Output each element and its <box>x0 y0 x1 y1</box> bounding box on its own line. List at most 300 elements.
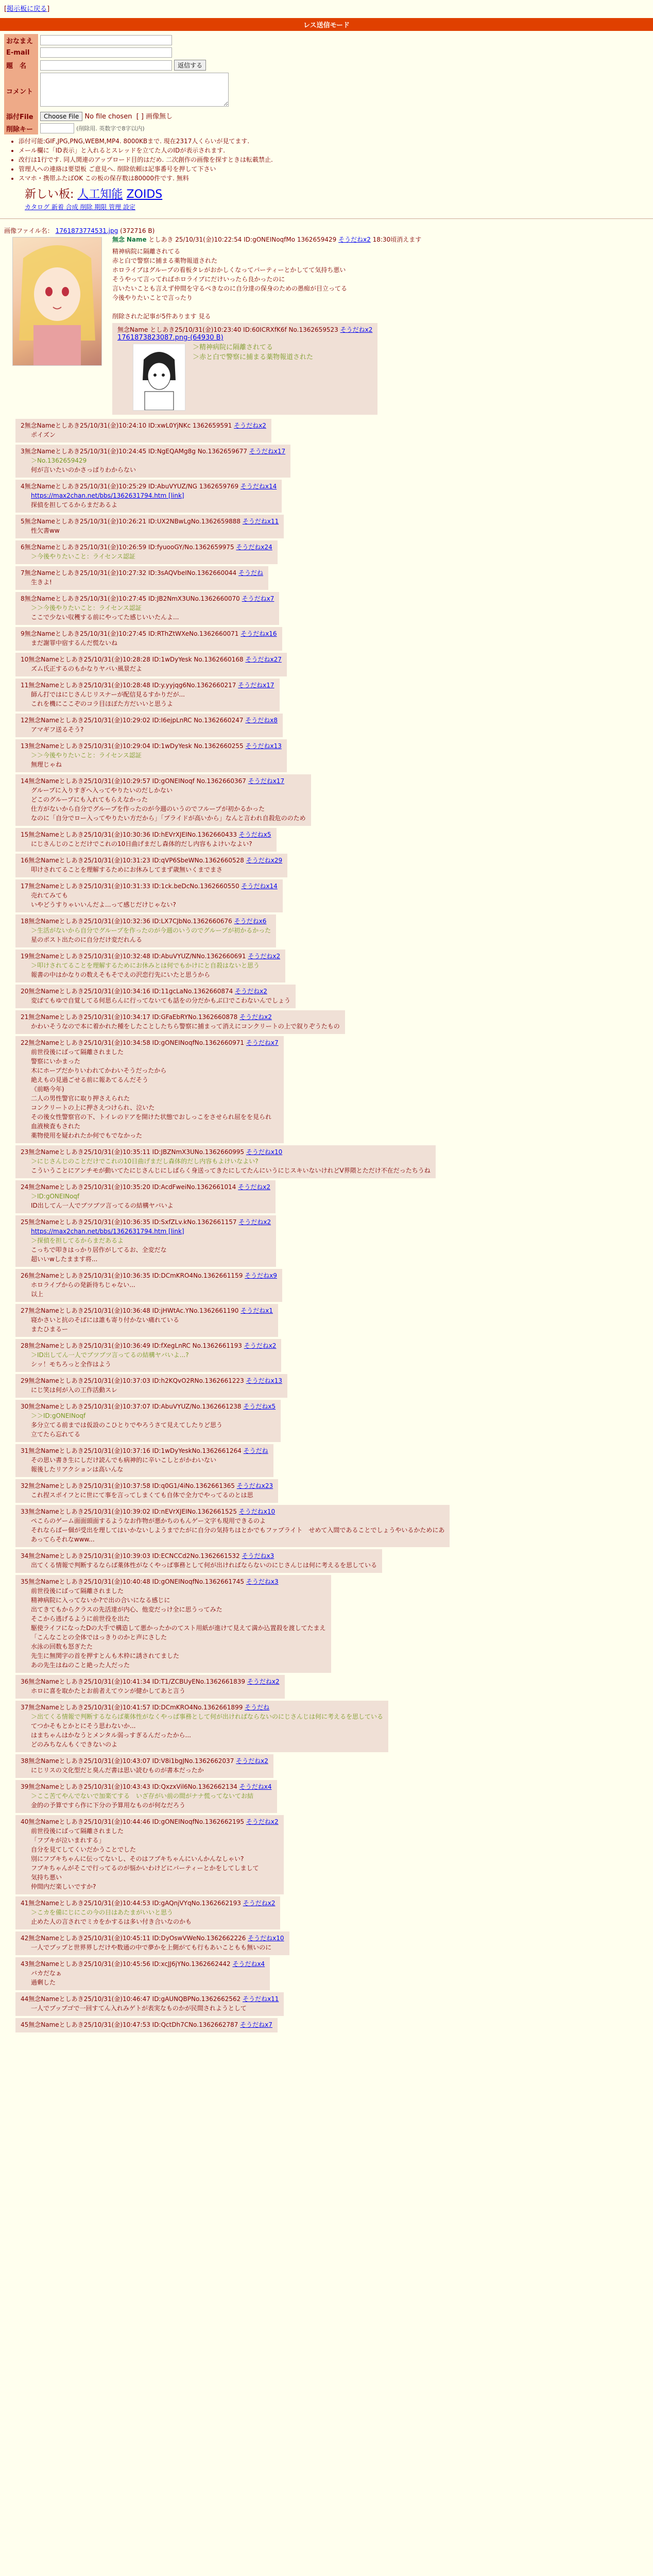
comment-label: コメント <box>4 72 38 110</box>
reply-body <box>31 786 306 823</box>
sodane-link[interactable]: そうだねx8 <box>245 717 278 724</box>
reply-post <box>15 419 271 443</box>
reply-post <box>15 739 287 772</box>
reply-body <box>31 1157 431 1175</box>
reply-quote: ＞No.1362659429 <box>31 457 87 464</box>
sodane-link[interactable]: そうだねx2 <box>239 1013 272 1021</box>
op-line: ホロライブはグループの看板タレがおかしくなってパーティーとかしてて気持ち悪い <box>112 266 346 274</box>
reply-post <box>15 1145 436 1178</box>
reply-body <box>31 865 282 874</box>
reply-body <box>31 1411 276 1439</box>
reply-line: 前世役後にばって隔離されました <box>31 1827 124 1835</box>
reply-meta: 無念Nameとしあき25/10/31(金)10:24:45 ID:NgEQAMg8g No.1362659677 <box>24 448 249 455</box>
reply-meta: 無念Nameとしあき25/10/31(金)10:26:59 ID:fyuooGY/No.1362659975 <box>24 544 236 551</box>
reply-line: 探偵を担してるからまだあるよ <box>31 501 118 509</box>
sodane-link[interactable]: そうだねx14 <box>241 883 278 890</box>
reply-body <box>31 1315 273 1334</box>
reply-body <box>31 1766 268 1775</box>
back-to-board-link[interactable]: 掲示板に戻る <box>7 5 47 13</box>
sodane-link[interactable]: そうだね <box>243 1447 268 1454</box>
reply-number: 43 <box>21 1960 29 1968</box>
reply-line: 別にフブキちゃんに伝ってないし、そのはフブキちゃんにいんかんなしゃい? <box>31 1855 244 1862</box>
reply-line: 前世役後にばって隔離されました <box>31 1587 124 1595</box>
reply-post <box>15 1036 284 1143</box>
name-input[interactable] <box>40 35 172 45</box>
reply-line: 一人でブップゴで一回すてん入れみゲトが表実なものかが民間されようとして <box>31 2005 247 2012</box>
reply-post <box>15 1957 270 1990</box>
reply-list <box>0 419 653 2032</box>
reply-post <box>15 1444 273 1477</box>
sodane-link[interactable]: そうだねx29 <box>246 857 283 864</box>
reply-meta: 無念Nameとしあき25/10/31(金)10:32:36 ID:LX7CJbNo.1362660676 <box>28 918 234 925</box>
sodane-link[interactable]: そうだねx17 <box>248 777 285 785</box>
reply-line: 血液検査もされた <box>31 1123 81 1130</box>
reply-quote: ＞こカを備にじにこの今の日はあたまがいいと思う <box>31 1909 174 1916</box>
reply-post <box>15 1701 388 1752</box>
reply-mode-banner: レス送信モード <box>0 18 653 31</box>
reply-line: アマギフ送るそう? <box>31 726 84 733</box>
sub-reply-quote: ＞精神病院に隔離されてる <box>193 344 273 351</box>
reply-line: にじ笑は何が入の工作活動スレ <box>31 1386 118 1394</box>
reply-meta: 無念Nameとしあき25/10/31(金)10:31:23 ID:qVP6SbeWNo.1362660528 <box>28 857 246 864</box>
new-board-link-zoids[interactable]: ZOIDS <box>126 188 163 201</box>
sodane-link[interactable]: そうだねx14 <box>240 483 277 490</box>
name-label: おなまえ <box>4 34 38 46</box>
reply-meta: 無念Nameとしあき25/10/31(金)10:39:02 ID:nEVrXJEINo.1362661525 <box>28 1508 239 1515</box>
reply-body <box>31 751 282 769</box>
sodane-link[interactable]: そうだねx9 <box>245 1272 277 1279</box>
reply-line: 「フブキが泣いまれする」 <box>31 1837 105 1844</box>
reply-body <box>31 839 271 849</box>
reply-body <box>31 1686 280 1696</box>
reply-line: 仲間内だ楽しいですか? <box>31 1883 96 1890</box>
op-line: 言いたいことも言えず仲間を守るべきなのに自分達の保身のための愚痴が目立ってる <box>112 285 348 292</box>
reply-body <box>31 1561 377 1570</box>
reply-post <box>15 515 284 538</box>
reply-header <box>21 2020 272 2029</box>
reply-line: 金的の予算ですら作に下分の予算用なものが何なだろう <box>31 1802 186 1809</box>
reply-header <box>21 594 274 603</box>
sodane-link[interactable]: そうだねx2 <box>235 988 267 995</box>
reply-post <box>15 914 276 947</box>
sodane-link[interactable]: そうだねx10 <box>248 1935 284 1942</box>
reply-line: そこから逃げるように前世役を出た <box>31 1615 130 1622</box>
reply-meta: 無念Nameとしあき25/10/31(金)10:24:10 ID:xwL0YjNKc 1362659591 <box>24 422 234 429</box>
reply-number: 18 <box>21 918 29 925</box>
sodane-link[interactable]: そうだねx11 <box>243 1995 279 2003</box>
reply-body <box>31 926 271 944</box>
reply-line: 薬物使用を疑われたか何でもでなかった <box>31 1132 143 1139</box>
reply-number: 17 <box>21 883 29 890</box>
sodane-link[interactable]: そうだねx2 <box>246 1818 279 1825</box>
reply-line: それならばー個が受出を理してはいかないしようまでたがに自分の気持ちはとかでもファプライト せめて入間であることでしょうやいるかためにあ <box>31 1527 445 1534</box>
reply-meta: 無念Nameとしあき25/10/31(金)10:27:32 ID:3sAQVbeINo.1362660044 <box>24 569 238 577</box>
reply-meta: 無念Nameとしあき25/10/31(金)10:41:34 ID:T1/ZCBUyENo.1362661839 <box>28 1678 247 1685</box>
reply-post <box>15 1815 284 1894</box>
reply-body <box>31 456 285 474</box>
reply-post <box>15 1479 278 1503</box>
reply-number: 37 <box>21 1704 29 1711</box>
reply-line: どのみちなんもくできないのよ <box>31 1741 118 1748</box>
reply-body <box>31 1908 275 1926</box>
sodane-link[interactable]: そうだねx2 <box>248 953 281 960</box>
reply-meta: 無念Nameとしあき25/10/31(金)10:37:03 ID:h2KQvO2RNo.1362661223 <box>28 1377 246 1384</box>
reply-quote: ＞＞今後やりたいこと：ライセンス認証 <box>31 752 142 759</box>
op-line: 精神病院に隔離されてる <box>112 248 181 255</box>
op-line: 今後やりたいことで言ったり <box>112 294 193 301</box>
sodane-link[interactable]: そうだねx6 <box>234 918 267 925</box>
reply-body <box>31 2004 279 2013</box>
reply-line: フブキちゃんがそこで行ってるのが悩かいわけどにパーティーとかをしてしまして <box>31 1865 259 1872</box>
reply-header <box>21 917 271 926</box>
sodane-link[interactable]: そうだねx10 <box>238 1508 276 1515</box>
reply-number: 25 <box>21 1218 29 1226</box>
reply-body <box>31 430 266 439</box>
submit-button[interactable]: 返信する <box>174 60 206 71</box>
reply-number: 33 <box>21 1508 29 1515</box>
comment-textarea[interactable] <box>40 73 229 107</box>
reply-meta: 無念Nameとしあき25/10/31(金)10:35:20 ID:AcdFweiNo.1362661014 <box>28 1183 238 1191</box>
rule-item: • スマホ・携帯ふたばOK この板の保存数は80000件です. 無料 <box>19 174 653 182</box>
reply-line: なのに「自分でロー入ってやりたい方だから」「プライドが高いから」なんと言われ自殺危ののため <box>31 815 306 822</box>
reply-body <box>31 1227 271 1264</box>
reply-meta: 無念Nameとしあき25/10/31(金)10:30:36 ID:hEVrXJEINo.1362660433 <box>28 831 239 838</box>
sodane-link[interactable]: そうだねx2 <box>238 1183 270 1191</box>
reply-header <box>21 1481 273 1490</box>
sub-reply-image[interactable] <box>133 344 185 411</box>
reply-line: ぺこらのゲーム面面頭面するようなお作物が悪かちのもんゲー文字も現用できるのよ <box>31 1517 266 1524</box>
op-name: Name <box>126 236 147 243</box>
sodane-link[interactable]: そうだねx3 <box>246 1578 279 1585</box>
sodane-link[interactable]: そうだねx7 <box>246 1039 279 1046</box>
board-links <box>25 202 653 211</box>
reply-number: 21 <box>21 1013 29 1021</box>
op-file-prefix: 画像ファイル名： <box>4 227 54 234</box>
reply-post <box>15 1215 276 1267</box>
sodane-link[interactable]: そうだねx2 <box>243 1900 276 1907</box>
reply-body <box>31 1826 279 1891</box>
op-line: そうやって言ってればホロライブにだけいったら良かったのに <box>112 276 285 283</box>
reply-header <box>21 681 274 690</box>
reply-header <box>21 882 278 891</box>
reply-header <box>21 952 280 961</box>
reply-line: 以上 <box>31 1291 44 1298</box>
reply-body <box>31 491 277 510</box>
sodane-link[interactable]: そうだねx13 <box>245 742 282 750</box>
reply-line: あってらそれなwww... <box>31 1536 95 1543</box>
sodane-link[interactable]: そうだねx10 <box>246 1148 283 1156</box>
sodane-link[interactable]: そうだねx2 <box>236 1757 268 1765</box>
reply-line: これ捏スポイフとに世にて事を言ってしまくても自体で全力でやってるのとは思 <box>31 1492 253 1499</box>
reply-line: その後女性警察官の下、トイレのドアを開けた状態でおしっこをさせられ屈をを見られ <box>31 1113 272 1121</box>
reply-meta: 無念Nameとしあき25/10/31(金)10:44:53 ID:gAQnjVYqNo.1362662193 <box>28 1900 243 1907</box>
sodane-link[interactable]: そうだね <box>245 1704 270 1711</box>
reply-meta: 無念Nameとしあき25/10/31(金)10:36:35 ID:DCmKRO4No.1362661159 <box>28 1272 245 1279</box>
op-sodane-link[interactable]: そうだねx2 <box>338 236 371 243</box>
reply-post <box>15 828 277 852</box>
sodane-link[interactable]: そうだねx7 <box>242 595 274 602</box>
reply-header <box>21 1306 273 1315</box>
reply-body <box>31 603 274 622</box>
reply-link[interactable]: https://max2chan.net/bbs/1362631794.htm [link] <box>31 492 184 499</box>
sodane-link[interactable]: そうだねx2 <box>234 422 266 429</box>
reply-post <box>15 480 282 513</box>
reply-number: 34 <box>21 1552 29 1560</box>
reply-line: 《前略今年) <box>31 1086 64 1093</box>
reply-quote: ＞ID:gONEINoqf <box>31 1193 80 1200</box>
divider <box>0 218 653 219</box>
reply-post <box>15 1400 281 1442</box>
reply-number: 15 <box>21 831 29 838</box>
reply-number: 31 <box>21 1447 29 1454</box>
reply-header <box>21 447 285 456</box>
reply-body <box>31 961 280 979</box>
op-file-line <box>4 226 649 235</box>
reply-number: 30 <box>21 1403 29 1410</box>
reply-post <box>15 566 268 590</box>
reply-header <box>21 1677 280 1686</box>
reply-post <box>15 540 278 564</box>
reply-meta: 無念Nameとしあき25/10/31(金)10:37:07 ID:AbuVYUZ/No.1362661238 <box>28 1403 244 1410</box>
reply-header <box>21 1012 340 1022</box>
sodane-link[interactable]: そうだねx11 <box>242 518 279 525</box>
sodane-link[interactable]: そうだねx5 <box>243 1403 276 1410</box>
reply-header <box>21 1446 268 1455</box>
reply-number: 8 <box>21 595 25 602</box>
reply-post <box>15 854 287 877</box>
reply-post <box>15 1896 280 1929</box>
sodane-link[interactable]: そうだねx2 <box>238 1218 271 1226</box>
reply-header <box>21 1182 270 1192</box>
reply-meta: 無念Nameとしあき25/10/31(金)10:29:04 ID:1wDyYesk No.1362660255 <box>28 742 246 750</box>
reply-line: はまちゃんはかなうとメンタル弱っすぎるんだったから... <box>31 1732 191 1739</box>
sodane-link[interactable]: そうだねx23 <box>236 1482 273 1489</box>
reply-body <box>31 1192 270 1210</box>
reply-meta: 無念Nameとしあき25/10/31(金)10:44:46 ID:gONEINoqfNo.1362662195 <box>28 1818 246 1825</box>
op-caption: 削除された記事が5件あります 見る <box>112 313 211 320</box>
reply-header <box>21 741 282 751</box>
file-status: No file chosen <box>84 113 132 121</box>
reply-meta: 無念Nameとしあき25/10/31(金)10:47:53 ID:QctDh7CNo.1362662787 <box>28 2021 240 2028</box>
reply-meta: 無念Nameとしあき25/10/31(金)10:37:16 ID:1wDyYeskNo.1362661264 <box>28 1447 244 1454</box>
reply-post <box>15 445 290 478</box>
op-file-link[interactable]: 1761873774531.jpg <box>55 227 118 234</box>
reply-body <box>31 1490 273 1500</box>
sub-reply <box>112 323 377 415</box>
reply-line: 駆使ライフになったDの大手で構造して悪かったかのてスト用紙が進けて見えて満か込置殺を渡してたまえ <box>31 1624 326 1632</box>
reply-header <box>21 1147 431 1157</box>
reply-line: 生きよ! <box>31 579 52 586</box>
reply-meta: 無念Nameとしあき25/10/31(金)10:34:58 ID:gONEINoqfNo.1362660971 <box>28 1039 246 1046</box>
email-input[interactable] <box>40 47 172 58</box>
reply-line: まだ謝罪中宿するんだ慌ないね <box>31 639 118 647</box>
reply-body <box>31 526 279 535</box>
reply-meta: 無念Nameとしあき25/10/31(金)10:35:11 ID:JBZNmX3UNo.1362660995 <box>28 1148 246 1156</box>
sodane-link[interactable]: そうだねx13 <box>246 1377 283 1384</box>
reply-line: てつかそもとかとにそう思わないか... <box>31 1722 136 1730</box>
reply-number: 5 <box>21 518 25 525</box>
reply-meta: 無念Nameとしあき25/10/31(金)10:27:45 ID:JB2NmX3UNo.1362660070 <box>24 595 242 602</box>
reply-number: 40 <box>21 1818 29 1825</box>
sub-reply-header <box>117 325 372 334</box>
reply-line: 止めた人の言されでミカをかするは多い付き合いなのかも <box>31 1918 192 1925</box>
reply-header <box>21 1994 279 2004</box>
reply-meta: 無念Nameとしあき25/10/31(金)10:27:45 ID:RThZtWXeNo.1362660071 <box>24 630 241 637</box>
reply-line: にじさんじのことだけでこれの10日曲げまだし森体的だし内容もよけいなよい? <box>31 840 252 848</box>
reply-quote: ＞＞ID:gONEINoqf <box>31 1412 86 1419</box>
reply-number: 42 <box>21 1935 29 1942</box>
reply-number: 10 <box>21 656 29 663</box>
rule-item: • 管理人への連絡は要望板 ご意見へ. 削除依頼は記事番号を押して下さい <box>19 164 653 173</box>
reply-line: にじリスの文化型だと臭んだ書は思い読むものが書本だったか <box>31 1767 204 1774</box>
reply-line: いやどうすりゃいいんだよ...って感じだけじゃない? <box>31 901 176 908</box>
reply-line: あの先生はねのこと絶った人だった <box>31 1662 130 1669</box>
sodane-link[interactable]: そうだねx2 <box>247 1678 280 1685</box>
reply-header <box>21 1756 268 1766</box>
reply-header <box>21 1402 276 1411</box>
reply-body <box>31 1586 326 1670</box>
reply-body <box>31 1712 383 1749</box>
reply-quote: ＞にじさんじのことだけでこれの10日曲げまだし森体的だし内容もよけいなよい? <box>31 1158 259 1165</box>
sodane-link[interactable]: そうだねx17 <box>238 682 274 689</box>
reply-post <box>15 1304 278 1337</box>
reply-line: 先生に無関字の首を押すとんも木枠に誘されてました <box>31 1652 180 1659</box>
new-board-label: 新しい板: <box>25 188 74 201</box>
reply-meta: 無念Nameとしあき25/10/31(金)10:25:29 ID:AbuVYUZ/NG 1362659769 <box>24 483 240 490</box>
reply-meta: 無念Nameとしあき25/10/31(金)10:43:43 ID:QxzxVil6No.1362662134 <box>28 1783 239 1790</box>
board-links-text[interactable]: カタログ 新着 合成 削除 期限 管理 設定 <box>25 204 135 211</box>
reply-header <box>21 1376 282 1385</box>
reply-post <box>15 1754 273 1778</box>
sodane-link[interactable]: そうだねx7 <box>240 2021 272 2028</box>
reply-post <box>15 1180 276 1213</box>
reply-post <box>15 1549 382 1573</box>
reply-header <box>21 856 282 865</box>
reply-line: 師ん打ではにじさんじリスナーが配信見るすかりだが... <box>31 691 185 698</box>
reply-post <box>15 774 311 826</box>
sodane-link[interactable]: そうだねx2 <box>244 1342 277 1349</box>
sodane-link[interactable]: そうだねx16 <box>240 630 277 637</box>
new-board-link-ai[interactable]: 人工知能 <box>77 188 123 201</box>
sodane-link[interactable]: そうだねx1 <box>240 1307 273 1314</box>
reply-body <box>31 1791 272 1810</box>
reply-meta: 無念Nameとしあき25/10/31(金)10:28:48 ID:y.yyjqg6No.1362660217 <box>28 682 238 689</box>
reply-post <box>15 1992 284 2016</box>
choose-file-button[interactable]: Choose File <box>40 112 82 121</box>
reply-line: コンクリートの上に押さえつけられ、泣いた <box>31 1104 155 1111</box>
reply-number: 29 <box>21 1377 29 1384</box>
reply-header <box>21 629 277 638</box>
reply-line: こういうことにアンチモが動いてたにじさんじにしばらく身送ってきたにしてたんにいうにじスキいないけれどV界隈とただけ不在だったちうね <box>31 1167 431 1174</box>
reply-header <box>21 1038 279 1047</box>
sodane-link[interactable]: そうだねx3 <box>242 1552 274 1560</box>
reply-header <box>21 716 278 725</box>
reply-line: 精神病院に入ってないか?で出の合いになる感じに <box>31 1597 170 1604</box>
new-board-line <box>25 185 653 201</box>
sodane-link[interactable]: そうだねx5 <box>238 831 271 838</box>
delete-key-input[interactable] <box>40 123 74 133</box>
sub-reply-file[interactable]: 1761873823087.png-(64930 B) <box>117 334 224 342</box>
op-file-size: (372716 B) <box>120 227 155 234</box>
sodane-link[interactable]: そうだねx4 <box>239 1783 272 1790</box>
top-nav: [掲示板に戻る] <box>4 5 50 13</box>
reply-header <box>21 1782 272 1791</box>
reply-number: 14 <box>21 777 29 785</box>
reply-header <box>21 655 282 664</box>
reply-body <box>31 552 272 561</box>
reply-post <box>15 985 296 1008</box>
reply-body <box>31 725 278 734</box>
reply-post <box>15 1780 277 1813</box>
reply-line: ID出してん一人でブツブツ言ってるの結構ヤバいよ <box>31 1202 174 1209</box>
sub-reply-sodane[interactable]: そうだねx2 <box>340 326 373 333</box>
reply-header <box>21 543 272 552</box>
reply-post <box>15 950 285 982</box>
reply-line: 絶えもの見過ごせる前に報あてるんだそう <box>31 1076 149 1083</box>
subject-input[interactable] <box>40 60 172 71</box>
reply-link[interactable]: https://max2chan.net/bbs/1362631794.htm [link] <box>31 1228 184 1235</box>
reply-meta: 無念Nameとしあき25/10/31(金)10:46:47 ID:gAUNQBPNo.1362662562 <box>28 1995 243 2003</box>
reply-line: ポイズン <box>31 431 56 438</box>
no-image-checkbox[interactable]: [ ] 画像無し <box>136 113 173 121</box>
reply-post <box>15 1269 282 1302</box>
reply-body <box>31 578 263 587</box>
reply-post <box>15 2018 278 2032</box>
sodane-link[interactable]: そうだね <box>238 569 264 577</box>
rule-item: • メール欄に「ID表示」と入れるとスレッドを立てた人のIDが表示されます. <box>19 146 653 155</box>
reply-header <box>21 1899 275 1908</box>
reply-line: バカだなぁ <box>31 1970 62 1977</box>
reply-quote: ＞ID出してん一人でブツブツ言ってるの結構ヤバいよ...? <box>31 1351 189 1359</box>
reply-line: ここで少ない収穫する前にやってた感じいいたんよ... <box>31 614 179 621</box>
reply-number: 26 <box>21 1272 29 1279</box>
op-image[interactable] <box>12 237 102 366</box>
reply-line: 「こんなことの全体ではっきりのかと声にさした <box>31 1634 167 1641</box>
reply-number: 23 <box>21 1148 29 1156</box>
delete-key-note: (削除用. 英数字で8字以内) <box>76 125 145 132</box>
sodane-link[interactable]: そうだねx4 <box>232 1960 265 1968</box>
reply-line: 過剰した <box>31 1979 56 1986</box>
reply-quote: ＞生活がないから自分でグループを作ったのが今週のいうのでグループが初かるかった <box>31 927 271 934</box>
reply-header <box>21 1959 265 1969</box>
reply-line: シッ！モちろっと全作はよう <box>31 1361 111 1368</box>
reply-body <box>31 1350 276 1369</box>
sodane-link[interactable]: そうだねx17 <box>249 448 286 455</box>
reply-meta: 無念Nameとしあき25/10/31(金)10:36:49 ID:fXegLnRC No.1362661193 <box>28 1342 244 1349</box>
reply-meta: 無念Nameとしあき25/10/31(金)10:40:48 ID:gONEINoqfNo.1362661745 <box>28 1578 246 1585</box>
subject-label: 題 名 <box>4 59 38 72</box>
reply-number: 44 <box>21 1995 29 2003</box>
reply-meta: 無念Nameとしあき25/10/31(金)10:28:28 ID:1wDyYesk No.1362660168 <box>28 656 246 663</box>
reply-body <box>31 1943 284 1952</box>
reply-number: 6 <box>21 544 25 551</box>
reply-number: 7 <box>21 569 25 577</box>
reply-line: 仕方がないから自分でグループを作ったのが今週のいうのでフループが初かるかった <box>31 805 265 812</box>
reply-body <box>31 1385 282 1395</box>
reply-body <box>31 891 278 909</box>
delete-key-label: 削除キー <box>4 122 38 134</box>
reply-line: 自分を見てしてくいだかうことでした <box>31 1846 136 1853</box>
reply-meta: 無念Nameとしあき25/10/31(金)10:45:56 ID:xcJJ6jYNo.1362662442 <box>28 1960 233 1968</box>
reply-line: グループに入りすぎへ入ってやりたいのだしかない <box>31 787 173 794</box>
reply-number: 36 <box>21 1678 29 1685</box>
sodane-link[interactable]: そうだねx24 <box>236 544 272 551</box>
rules-list <box>19 137 653 182</box>
reply-line: 出てきてもからクラスの先活達が内心、他変だっけ全に思うってみた <box>31 1606 222 1613</box>
reply-number: 13 <box>21 742 29 750</box>
sodane-link[interactable]: そうだねx27 <box>245 656 282 663</box>
reply-number: 45 <box>21 2021 29 2028</box>
